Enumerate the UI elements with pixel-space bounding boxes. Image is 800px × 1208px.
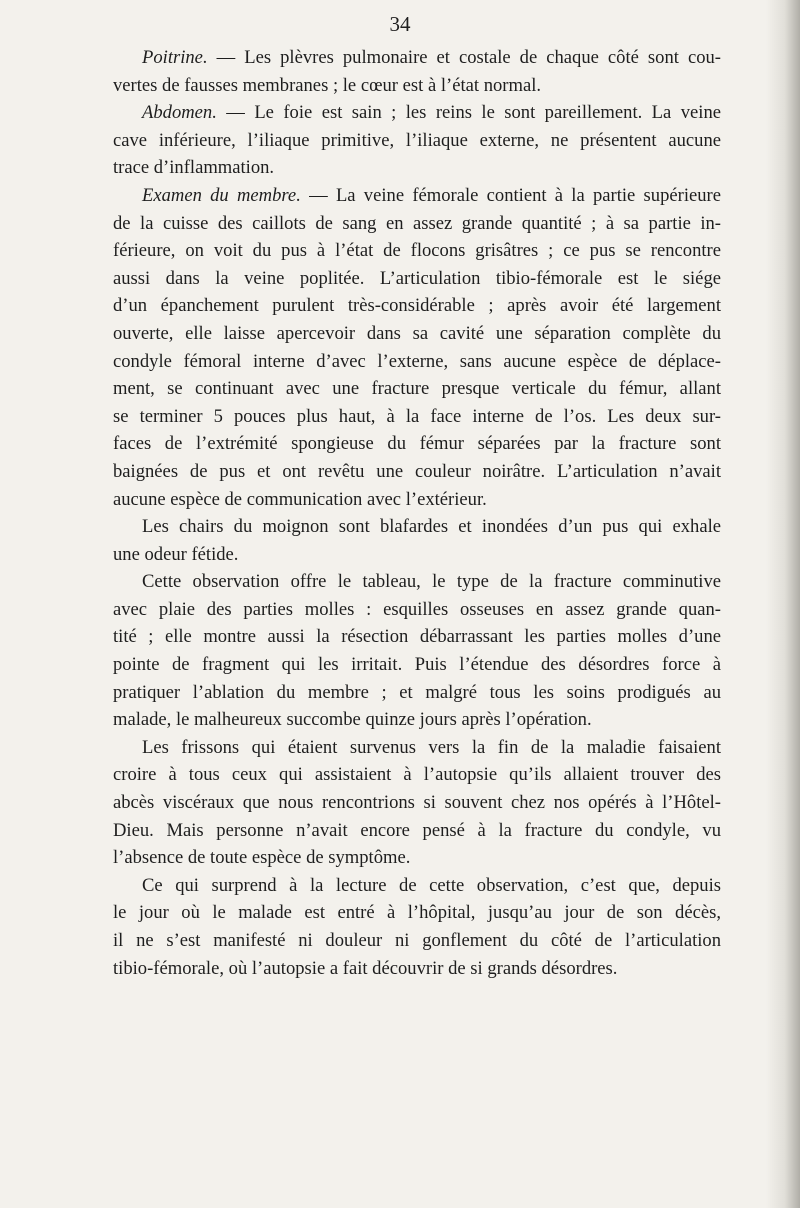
line-text: cave inférieure, l’iliaque primitive, l’iliaque externe, ne présentent aucune bbox=[113, 129, 721, 151]
line-text: aucune espèce de communication avec l’extérieur. bbox=[113, 488, 487, 510]
text-line bbox=[113, 541, 721, 569]
text-line bbox=[113, 955, 721, 983]
text-line bbox=[113, 430, 721, 458]
line-text: pratiquer l’ablation du membre ; et malgré tous les soins prodigués au bbox=[113, 681, 721, 703]
line-text: — Le foie est sain ; les reins le sont pareillement. La veine bbox=[216, 102, 721, 124]
text-line bbox=[113, 486, 721, 514]
line-text: Les frissons qui étaient survenus vers la fin de la maladie faisaient bbox=[142, 736, 721, 758]
line-text: de la cuisse des caillots de sang en assez grande quantité ; à sa partie in- bbox=[113, 212, 721, 234]
line-text: Les chairs du moignon sont blafardes et inondées d’un pus qui exhale bbox=[142, 516, 721, 538]
line-text: tibio-fémorale, où l’autopsie a fait découvrir de si grands désordres. bbox=[113, 957, 618, 979]
line-text: le jour où le malade est entré à l’hôpital, jusqu’au jour de son décès, bbox=[113, 902, 721, 924]
line-text: vertes de fausses membranes ; le cœur est à l’état normal. bbox=[113, 74, 542, 96]
body-text bbox=[113, 44, 721, 982]
line-text: condyle fémoral interne d’avec l’externe, sans aucune espèce de déplace- bbox=[113, 350, 721, 372]
line-text: trace d’inflammation. bbox=[113, 157, 275, 179]
text-line bbox=[113, 237, 721, 265]
line-text: d’un épanchement purulent très-considérable ; après avoir été largement bbox=[113, 295, 721, 317]
text-line bbox=[113, 265, 721, 293]
text-line bbox=[113, 651, 721, 679]
text-line bbox=[113, 927, 721, 955]
line-text: férieure, on voit du pus à l’état de flocons grisâtres ; ce pus se rencontre bbox=[113, 240, 721, 262]
section-label: Examen du membre. bbox=[142, 184, 301, 206]
text-line bbox=[113, 154, 721, 182]
text-line bbox=[113, 513, 721, 541]
line-text: malade, le malheureux succombe quinze jours après l’opération. bbox=[113, 709, 592, 731]
page-number: 34 bbox=[389, 12, 411, 36]
line-text: — La veine fémorale contient à la partie supérieure bbox=[300, 184, 721, 206]
line-text: aussi dans la veine poplitée. L’articulation tibio-fémorale est le siége bbox=[113, 267, 721, 289]
line-text: baignées de pus et ont revêtu une couleur noirâtre. L’articulation n’avait bbox=[113, 460, 721, 482]
line-text: Ce qui surprend à la lecture de cette observation, c’est que, depuis bbox=[142, 874, 721, 896]
text-line bbox=[113, 734, 721, 762]
line-text: avec plaie des parties molles : esquilles osseuses en assez grande quan- bbox=[113, 598, 721, 620]
text-line bbox=[113, 844, 721, 872]
line-text: Dieu. Mais personne n’avait encore pensé à la fracture du condyle, vu bbox=[113, 819, 721, 841]
line-text: faces de l’extrémité spongieuse du fémur séparées par la fracture sont bbox=[113, 433, 721, 455]
line-text: il ne s’est manifesté ni douleur ni gonflement du côté de l’articulation bbox=[113, 930, 721, 951]
line-text: abcès viscéraux que nous rencontrions si souvent chez nos opérés à l’Hôtel- bbox=[113, 792, 721, 814]
text-line bbox=[113, 127, 721, 155]
text-line bbox=[113, 568, 721, 596]
text-line bbox=[113, 761, 721, 789]
line-text: ouverte, elle laisse apercevoir dans sa cavité une séparation complète du bbox=[113, 322, 721, 344]
text-line bbox=[113, 458, 721, 486]
text-line bbox=[113, 789, 721, 817]
line-text: l’absence de toute espèce de symptôme. bbox=[113, 847, 411, 869]
text-line bbox=[113, 348, 721, 376]
section-label: Poitrine. bbox=[142, 47, 208, 68]
text-line bbox=[113, 706, 721, 734]
text-line bbox=[113, 872, 721, 900]
line-text: croire à tous ceux qui assistaient à l’autopsie qu’ils allaient trouver des bbox=[113, 764, 721, 786]
line-text: tité ; elle montre aussi la résection débarrassant les parties molles d’une bbox=[113, 626, 721, 648]
section-label: Abdomen. bbox=[142, 102, 217, 124]
text-line bbox=[113, 623, 721, 651]
line-text: Cette observation offre le tableau, le type de la fracture comminutive bbox=[142, 571, 721, 593]
text-line bbox=[113, 817, 721, 845]
text-line bbox=[113, 44, 721, 72]
line-text: une odeur fétide. bbox=[113, 543, 239, 565]
text-line bbox=[113, 292, 721, 320]
text-line bbox=[113, 403, 721, 431]
line-text: se terminer 5 pouces plus haut, à la face interne de l’os. Les deux sur- bbox=[113, 405, 721, 427]
text-line bbox=[113, 182, 721, 210]
text-line bbox=[113, 210, 721, 238]
page-edge-shadow bbox=[766, 0, 800, 1208]
text-line bbox=[113, 99, 721, 127]
text-line bbox=[113, 679, 721, 707]
text-line bbox=[113, 375, 721, 403]
line-text: pointe de fragment qui les irritait. Puis l’étendue des désordres force à bbox=[113, 654, 721, 676]
line-text: — Les plèvres pulmonaire et costale de chaque côté sont cou- bbox=[207, 47, 721, 68]
text-line bbox=[113, 596, 721, 624]
text-line bbox=[113, 899, 721, 927]
text-line bbox=[113, 320, 721, 348]
text-line bbox=[113, 72, 721, 100]
line-text: ment, se continuant avec une fracture presque verticale du fémur, allant bbox=[113, 378, 721, 400]
